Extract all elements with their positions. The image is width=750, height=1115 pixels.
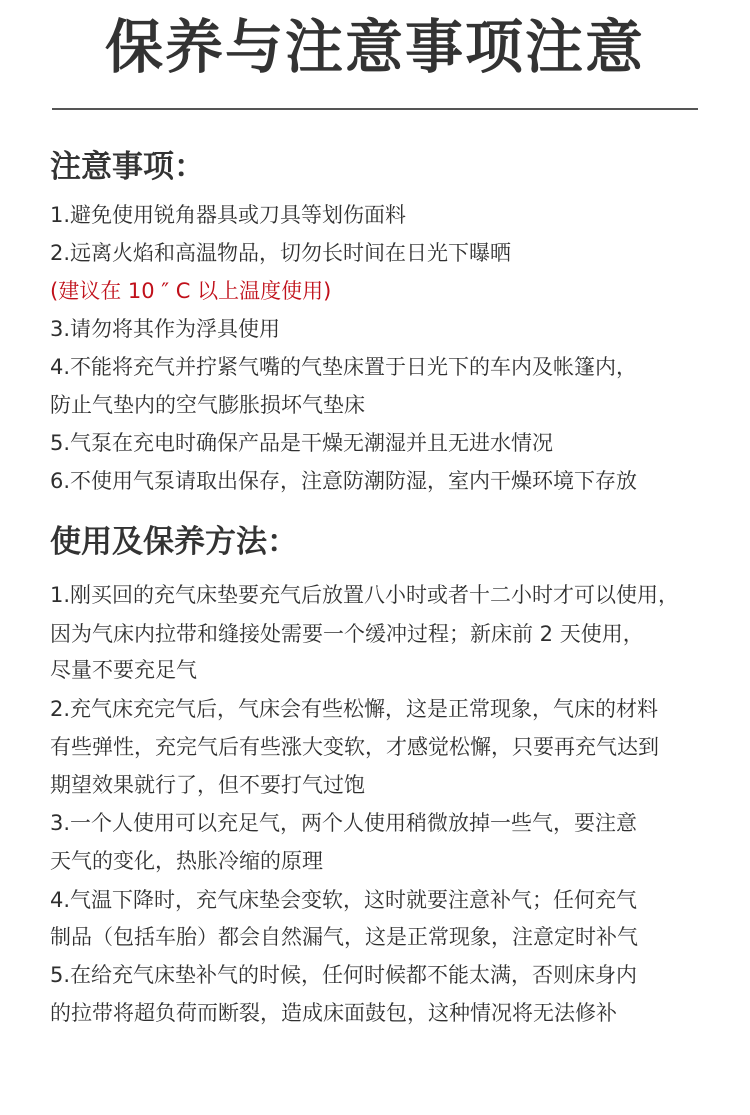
- usage-line: 5.在给充气床垫补气的时候，任何时候都不能太满，否则床身内: [50, 963, 638, 987]
- usage-line: 天气的变化，热胀冷缩的原理: [50, 849, 323, 873]
- usage-line: 1.刚买回的充气床垫要充气后放置八小时或者十二小时才可以使用，: [50, 583, 680, 607]
- usage-heading: 使用及保养方法：: [50, 524, 298, 560]
- usage-line: 因为气床内拉带和缝接处需要一个缓冲过程；新床前 2 天使用，: [50, 622, 644, 646]
- usage-line: 的拉带将超负荷而断裂，造成床面鼓包，这种情况将无法修补: [50, 1001, 617, 1025]
- notes-line: 3.请勿将其作为浮具使用: [50, 317, 281, 341]
- usage-line: 制品（包括车胎）都会自然漏气，这是正常现象，注意定时补气: [50, 925, 638, 949]
- notes-line: 1.避免使用锐角器具或刀具等划伤面料: [50, 203, 407, 227]
- usage-line: 尽量不要充足气: [50, 658, 197, 682]
- usage-line: 2.充气床充完气后，气床会有些松懈，这是正常现象，气床的材料: [50, 697, 659, 721]
- divider: [52, 108, 698, 110]
- usage-line: 4.气温下降时，充气床垫会变软，这时就要注意补气；任何充气: [50, 888, 638, 912]
- usage-line: 有些弹性，充完气后有些涨大变软，才感觉松懈，只要再充气达到: [50, 735, 659, 759]
- page-title: 保养与注意事项注意: [104, 13, 645, 81]
- usage-line: 3.一个人使用可以充足气，两个人使用稍微放掉一些气，要注意: [50, 811, 638, 835]
- notes-line: 5.气泵在充电时确保产品是干燥无潮湿并且无进水情况: [50, 431, 554, 455]
- notes-line: 防止气垫内的空气膨胀损坏气垫床: [50, 393, 365, 417]
- notes-line: 4.不能将充气并拧紧气嘴的气垫床置于日光下的车内及帐篷内，: [50, 355, 638, 379]
- usage-line: 期望效果就行了，但不要打气过饱: [50, 773, 365, 797]
- notes-line: 2.远离火焰和高温物品，切勿长时间在日光下曝晒: [50, 241, 512, 265]
- temperature-warning: (建议在 10 ″ C 以上温度使用): [50, 279, 332, 303]
- notes-heading: 注意事项：: [50, 149, 205, 185]
- notes-line: 6.不使用气泵请取出保存，注意防潮防湿，室内干燥环境下存放: [50, 469, 638, 493]
